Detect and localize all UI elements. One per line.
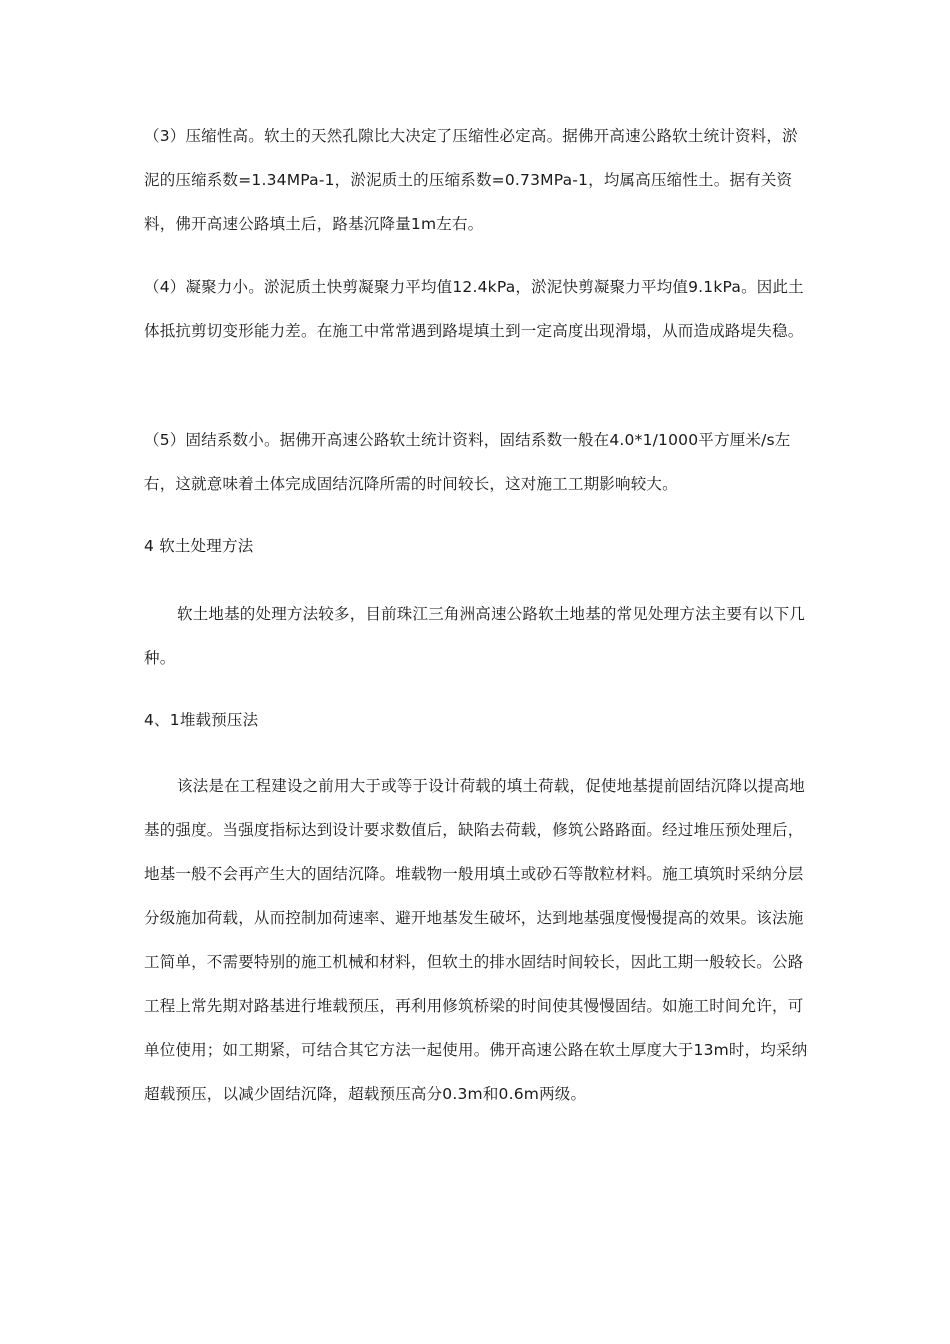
paragraph-consolidation: （5）固结系数小。据佛开高速公路软土统计资料，固结系数一般在4.0*1/1000平方厘米/s左右，这就意味着土体完成固结沉降所需的时间较长，这对施工工期影响较大。 — [144, 431, 791, 493]
section-intro: 软土地基的处理方法较多，目前珠江三角洲高速公路软土地基的常见处理方法主要有以下几种。 — [144, 605, 806, 667]
subsection-body: 该法是在工程建设之前用大于或等于设计荷载的填土荷载，促使地基提前固结沉降以提高地基的强度。当强度指标达到设计要求数值后，缺陷去荷载，修筑公路路面。经过堆压预处理后，地基一般不会再产生大的固结沉降。堆载物一般用填土或砂石等散粒材料。施工填筑时采纳分层分级施加荷载，从而控制加荷速率、避开地基发生破坏，达到地基强度慢慢提高的效果。该法施工简单，不需要特别的施工机械和材料，但软土的排水固结时间较长，因此工期一般较长。公路工程上常先期对路基进行堆载预压，再利用修筑桥梁的时间使其慢慢固结。如施工时间允许，可单位使用；如工期紧，可结合其它方法一起使用。佛开高速公路在软土厚度大于13m时，均采纳超载预压，以减少固结沉降，超载预压高分0.3m和0.6m两级。 — [144, 777, 808, 1103]
section-heading: 4 软土处理方法 — [144, 537, 254, 555]
subsection-heading: 4、1堆载预压法 — [144, 711, 259, 729]
paragraph-cohesion: （4）凝聚力小。淤泥质土快剪凝聚力平均值12.4kPa，淤泥快剪凝聚力平均值9.1kPa。因此土体抵抗剪切变形能力差。在施工中常常遇到路堤填土到一定高度出现滑塌，从而造成路堤失稳。 — [144, 278, 804, 340]
paragraph-compressibility: （3）压缩性高。软土的天然孔隙比大决定了压缩性必定高。据佛开高速公路软土统计资料，淤泥的压缩系数=1.34MPa-1，淤泥质土的压缩系数=0.73MPa-1，均属高压缩性土。据有关资料，佛开高速公路填土后，路基沉降量1m左右。 — [144, 127, 798, 233]
